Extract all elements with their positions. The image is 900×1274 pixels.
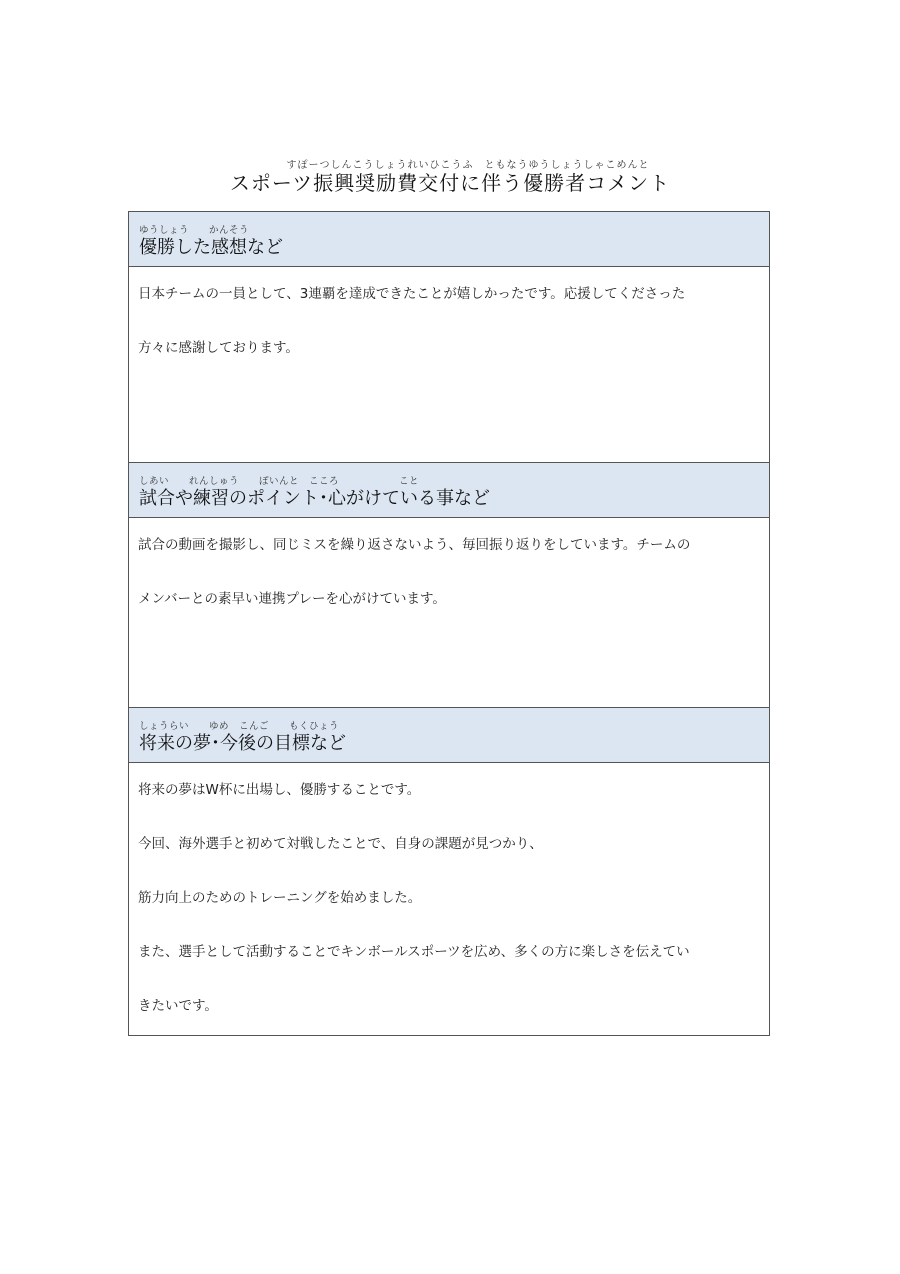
section-body-impressions xyxy=(129,267,769,463)
body-line: きたいです。 xyxy=(138,998,218,1014)
body-line: 方々に感謝しております。 xyxy=(138,340,299,356)
section-body-practice-points xyxy=(129,518,769,708)
body-line: メンバーとの素早い連携プレーを心がけています。 xyxy=(138,591,446,607)
section-header-label: 試合や練習のポイント･心がけている事など xyxy=(139,488,490,509)
body-line: 筋力向上のためのトレーニングを始めました。 xyxy=(138,890,422,906)
section-header-ruby: しょうらい ゆめ こんご もくひょう xyxy=(139,721,340,732)
body-line: 将来の夢はW杯に出場し、優勝することです。 xyxy=(138,782,421,798)
comment-form-table xyxy=(128,211,770,1036)
section-header-impressions xyxy=(129,212,769,267)
section-body-future-goals xyxy=(129,763,769,1035)
section-header-future-goals xyxy=(129,708,769,763)
body-line: 日本チームの一員として、3連覇を達成できたことが嬉しかったです。応援してくださった xyxy=(138,286,686,302)
title-ruby: すぽーつしんこうしょうれいひこうふ ともなうゆうしょうしゃこめんと xyxy=(286,160,650,171)
body-line: 今回、海外選手と初めて対戦したことで、自身の課題が見つかり、 xyxy=(138,836,543,852)
body-line: また、選手として活動することでキンボールスポーツを広め、多くの方に楽しさを伝えてい xyxy=(138,944,690,960)
section-header-ruby: ゆうしょう かんそう xyxy=(139,225,250,236)
title-text: スポーツ振興奨励費交付に伴う優勝者コメント xyxy=(229,171,671,195)
body-line: 試合の動画を撮影し、同じミスを繰り返さないよう、毎回振り返りをしています。チームの xyxy=(138,537,691,553)
section-header-label: 将来の夢･今後の目標など xyxy=(139,733,346,754)
section-header-label: 優勝した感想など xyxy=(139,237,283,258)
section-header-ruby: しあい れんしゅう ぽいんと こころ こと xyxy=(139,476,420,487)
page-title xyxy=(0,160,900,194)
section-header-practice-points xyxy=(129,463,769,518)
